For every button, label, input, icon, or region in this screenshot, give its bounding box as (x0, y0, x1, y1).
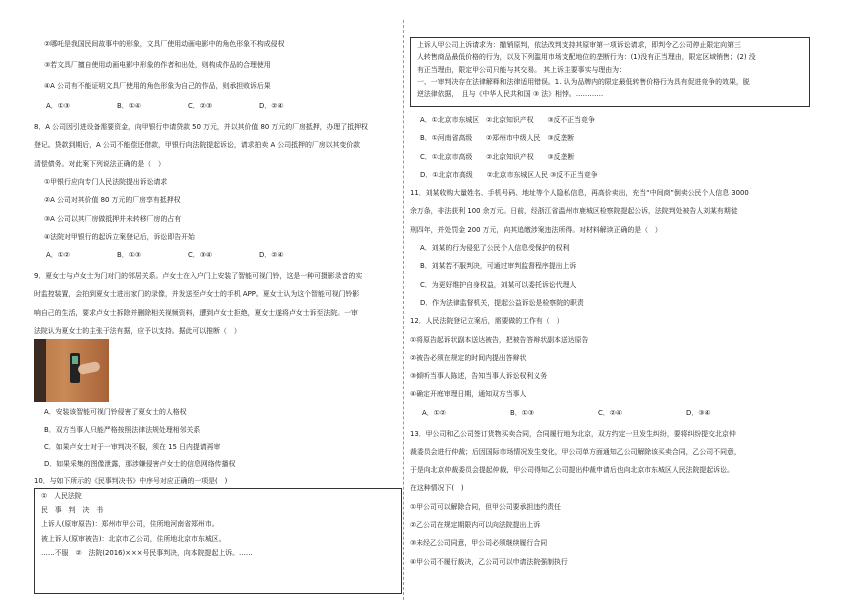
statement-4: ④法院对甲银行的起诉立案登记后，诉讼即告开始 (44, 232, 195, 241)
question-8-stem-line: 登记。贷款到期后，A 公司不能偿还借款，甲银行向法院提起诉讼，请求拍卖 A 公司抵押的厂房以其变价款 (34, 141, 361, 150)
statement-3: ③倾听当事人陈述，告知当事人诉讼权利义务 (410, 372, 548, 381)
document-line: 上诉人甲公司上诉请求为：撤销原判，依法改判支持其原审第一项诉讼请求，即判令乙公司停止限定向第三 (417, 41, 741, 49)
option-d[interactable]: D．①北京市高级 ②北京市东城区人民 ③反不正当竞争 (420, 170, 598, 179)
column-divider (403, 20, 404, 600)
statement-4: ④A 公司有不能证明文具厂使用的角色形象为自己的作品，则承担败诉后果 (44, 81, 271, 90)
question-11-stem-line: 11．刘某收购大量姓名、手机号码、地址等个人隐私信息，再高价卖出，充当“中间商”倒卖公民个人信息 3000 (410, 189, 749, 198)
option-a[interactable]: A．刘某的行为侵犯了公民个人信息受保护的权利 (420, 244, 570, 253)
question-13-stem-line: 裁委员会进行仲裁；后因国际市场情况发生变化，甲公司单方面通知乙公司解除该买卖合同，乙公司不同意， (410, 447, 741, 456)
appellee-line: 被上诉人(原审被告)：北京市乙公司，住所地北京市东城区。 (41, 534, 226, 543)
right-column (410, 42, 810, 566)
question-9-stem-line: 法院认为夏女士的主张于法有据，应予以支持。据此可以推断（ ） (34, 326, 241, 335)
smart-doorbell-photo (34, 339, 109, 402)
document-line: 一、一审判决存在法律解释和法律适用错误。1. 认为品牌内的限定最低转售价格行为具有促进竞争的效果，脱 (417, 77, 750, 86)
option-c[interactable]: C．如果卢女士对于一审判决不服，须在 15 日内提请再审 (44, 442, 221, 451)
option-c[interactable]: C．为更好维护自身权益，刘某可以委托诉讼代理人 (420, 280, 577, 289)
question-13-stem-line: 于是向北京仲裁委员会提起仲裁，甲公司得知乙公司提出仲裁申请后也向北京市东城区人民法院提起诉讼。 (410, 466, 734, 475)
document-line: 人转售商品最低价格的行为，以及下列滥用市场支配地位的垄断行为：(1)没有正当理由，限定区域销售；(2) 没 (417, 53, 756, 62)
option-a[interactable]: A．安装该智能可视门铃侵害了夏女士的人格权 (44, 408, 187, 417)
option-b[interactable]: B．①④ (117, 102, 141, 111)
question-12 (410, 317, 810, 408)
option-d[interactable]: D．作为法律监督机关，提起公益诉讼是检察院的职责 (420, 298, 584, 307)
question-8-stem-line: 清偿债务。对此案下列说法正确的是（ ） (34, 159, 165, 168)
option-b[interactable]: B．①③ (510, 408, 534, 417)
question-8 (34, 123, 396, 251)
statement-2: ②被告必须在规定的时间内提出答辩状 (410, 353, 527, 362)
question-13-stem-line: 13．甲公司和乙公司签订货物买卖合同，合同履行地为北京，双方约定一旦发生纠纷，要将纠纷提交北京仲 (410, 429, 736, 438)
doorbell-screen (72, 356, 78, 364)
question-11 (410, 189, 810, 317)
question-9-stem-line: 响自己的生活，要求卢女士拆除并删除相关视频资料，遭到卢女士拒绝，夏女士遂将卢女士诉至法院。一审 (34, 308, 358, 317)
statement-2: ②哪吒是我国民间故事中的形象，文具厂使用动画电影中的角色形象不构成侵权 (44, 40, 285, 48)
statement-1: ①甲公司可以解除合同，但甲公司要承担违约责任 (410, 502, 561, 511)
option-c[interactable]: C．②③ (188, 102, 213, 111)
statement-3: ③A 公司以其厂房做抵押并未转移厂房的占有 (44, 214, 182, 223)
question-8-options (46, 251, 396, 259)
question-9-stem-line: 时监控装置，会拍到夏女士进出家门的录像，并发送至卢女士的手机 APP。夏女士认为这个智能可视门铃影 (34, 290, 360, 299)
option-b[interactable]: B．①河南省高级 ②郑州市中级人民 ③反垄断 (420, 134, 575, 143)
left-column (34, 40, 396, 594)
document-line: 逆法律依据， 且与《中华人民共和国 ③ 法》相悖。………… (417, 90, 604, 99)
option-d[interactable]: D．②④ (259, 102, 284, 111)
question-13-stem-line: 在这种情况下( ) (410, 484, 464, 493)
option-d[interactable]: D．如果采集的图像泄露，那涉嫌侵害卢女士的信息网络传播权 (44, 460, 236, 469)
option-a[interactable]: A．①③ (46, 102, 70, 111)
question-7-options (46, 102, 396, 110)
question-13 (410, 430, 810, 566)
option-c[interactable]: C．③④ (188, 251, 213, 260)
question-12-options (422, 409, 810, 417)
document-line: 有正当理由，限定甲公司只能与其交易。 其上诉主要事实与理由为： (417, 65, 626, 74)
hand (77, 361, 101, 375)
question-9 (34, 272, 396, 477)
option-b[interactable]: B．双方当事人只能严格按照法律法规处理相邻关系 (44, 425, 201, 434)
door-edge (34, 339, 46, 402)
document-title: 民 事 判 决 书 (41, 506, 104, 515)
question-12-stem: 12．人民法院登记立案后，需要做的工作有（ ） (410, 317, 564, 326)
option-c[interactable]: C．②④ (598, 408, 623, 417)
option-c[interactable]: C．①北京市高级 ②北京知识产权 ③反垄断 (420, 152, 575, 161)
question-11-stem-line: 刑四年，并处罚金 200 万元，向其追缴涉案违法所得。对材料解读正确的是（ ） (410, 225, 662, 234)
statement-2: ②A 公司对其价值 80 万元的厂房享有抵押权 (44, 196, 181, 205)
statement-2: ②乙公司在规定期限内可以向法院提出上诉 (410, 521, 541, 530)
option-b[interactable]: B．刘某若不服判决，可通过审判监督程序提出上诉 (420, 262, 577, 271)
statement-1: ①甲银行应向专门人民法院提出诉讼请求 (44, 178, 168, 187)
statement-1: ①将原告起诉状副本送达被告，把被告答辩状副本送达原告 (410, 335, 589, 344)
statement-4: ④甲公司不履行裁决，乙公司可以申请法院强制执行 (410, 557, 568, 566)
option-a[interactable]: A．①② (422, 408, 446, 417)
option-b[interactable]: B．①③ (117, 251, 141, 260)
judgment-document-box (34, 488, 402, 594)
appellant-line: 上诉人(原审原告)：郑州市甲公司，住所地河南省郑州市。 (41, 520, 219, 529)
option-a[interactable]: A．①② (46, 251, 70, 260)
court-name-line: ① 人民法院 (41, 491, 82, 500)
option-d[interactable]: D．②④ (259, 251, 284, 260)
question-10-options (410, 116, 810, 189)
question-8-stem-line: 8．A 公司因引进设备需要资金，向甲银行申请贷款 50 万元，并以其价值 80 万元的厂房抵押，办理了抵押权 (34, 123, 368, 132)
option-a[interactable]: A．①北京市东城区 ②北京知识产权 ③反不正当竞争 (420, 116, 595, 124)
question-7-statements (34, 40, 396, 102)
question-10-stem: 10．与如下所示的《民事判决书》中序号对应正确的一项是( ) (34, 477, 228, 486)
option-d[interactable]: D．③④ (686, 408, 711, 417)
statement-4: ④确定开庭审理日期，通知双方当事人 (410, 390, 527, 399)
judgment-document-box-continued (410, 37, 810, 107)
question-11-stem-line: 余万条，非法获利 100 余万元。日前，经浙江省温州市鹿城区检察院提起公诉，法院判处被告人刘某有期徒 (410, 207, 738, 216)
question-9-stem-line: 9．夏女士与卢女士为门对门的邻居关系。卢女士在入户门上安装了智能可视门铃，这是一种可摄影录音的实 (34, 272, 363, 281)
statement-3: ③未经乙公司同意，甲公司必须继续履行合同 (410, 539, 548, 548)
statement-3: ③若文具厂擅自使用动画电影中形象的作者和出处，则构成作品的合理使用 (44, 60, 271, 69)
appeal-line: ……不服 ② 法院(2016)×××号民事判决，向本院提起上诉。…… (41, 548, 253, 557)
